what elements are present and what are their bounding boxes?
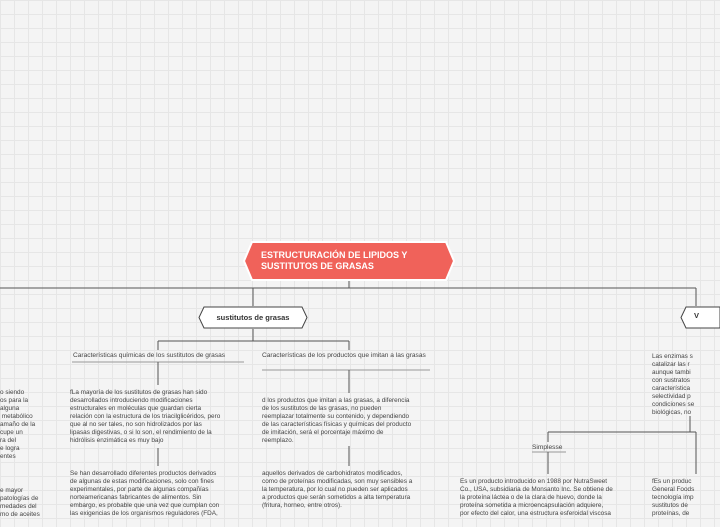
topic-text-chem-2[interactable]: Se han desarrollado diferentes productos derivados de algunas de estas modificaciones, solo con fines experimentales, por parte de algunas compañías norteamericanas fabricantes de alimentos. Sin embargo, es probable que una vez que cumplan con las exigencias de los organismos reguladores (FDA, — [70, 470, 220, 517]
branch-title-products[interactable]: Características de los productos que imitan a las grasas — [262, 352, 426, 359]
topic-text-right-bottom[interactable]: fEs un produc General Foods tecnología imp sustitutos de proteínas, de — [652, 478, 695, 517]
topic-text-enzymes[interactable]: Las enzimas s catalizar las r aunque tambi con sustratos característica selectividad p condiciones se biológicas, no — [652, 353, 695, 416]
branch-title-simplesse[interactable]: Simplesse — [532, 444, 563, 451]
topic-text-left-2[interactable]: e mayor patologías de medades del mo de aceites — [0, 487, 40, 518]
root-topic-title: ESTRUCTURACIÓN DE LIPIDOS Y SUSTITUTOS DE GRASAS — [261, 250, 408, 271]
subtopic-right-label: V — [694, 311, 700, 320]
root-topic-node[interactable] — [244, 242, 454, 280]
subtopic-label: sustitutos de grasas — [216, 313, 290, 322]
topic-text-products-2[interactable]: aquellos derivados de carbohidratos modificados, como de proteínas modificadas, son muy sensibles a la temperatura, por lo cual no pueden ser aplicados a productos que serán sometidos a alta temperatura (fritura, horneo, entre otros). — [262, 470, 413, 509]
topic-text-chem-1[interactable]: fLa mayoría de los sustitutos de grasas han sido desarrollados introduciendo modificaciones estructurales en moléculas que guardan cierta relación con la estructura de los triacilglicéridos, pero que al no ser tales, no son hidrolizados por las lipasas digestivas, o si lo son, el rendimiento de la hidrólisis enzimática es muy bajo — [70, 389, 221, 444]
branch-title-chemical[interactable]: Características químicas de los sustitutos de grasas — [73, 352, 226, 359]
subtopic-node-sustitutos[interactable] — [198, 306, 308, 329]
topic-text-left-1[interactable]: o siendo os para la alguna metabólico amaño de la cupe un ra del e logra entes — [0, 389, 36, 460]
topic-text-products-1[interactable]: d los productos que imitan a las grasas, a diferencia de los sustitutos de las grasas, no pueden reemplazar totalmente su contenido, y dependiendo de las características físicas y químicas del producto de imitación, será el porcentaje máximo de reemplazo. — [262, 397, 412, 444]
subtopic-node-right[interactable] — [680, 306, 720, 329]
topic-text-simplesse[interactable]: Es un producto introducido en 1988 por NutraSweet Co., USA, subsidiaria de Monsanto Inc. Se obtiene de la proteína láctea o de la clara de huevo, donde la proteína sometida a microencapsulación adquiere, por efecto del calor, una estructura esferoidal viscosa — [460, 478, 613, 517]
subtopic-right-shape — [680, 306, 720, 329]
